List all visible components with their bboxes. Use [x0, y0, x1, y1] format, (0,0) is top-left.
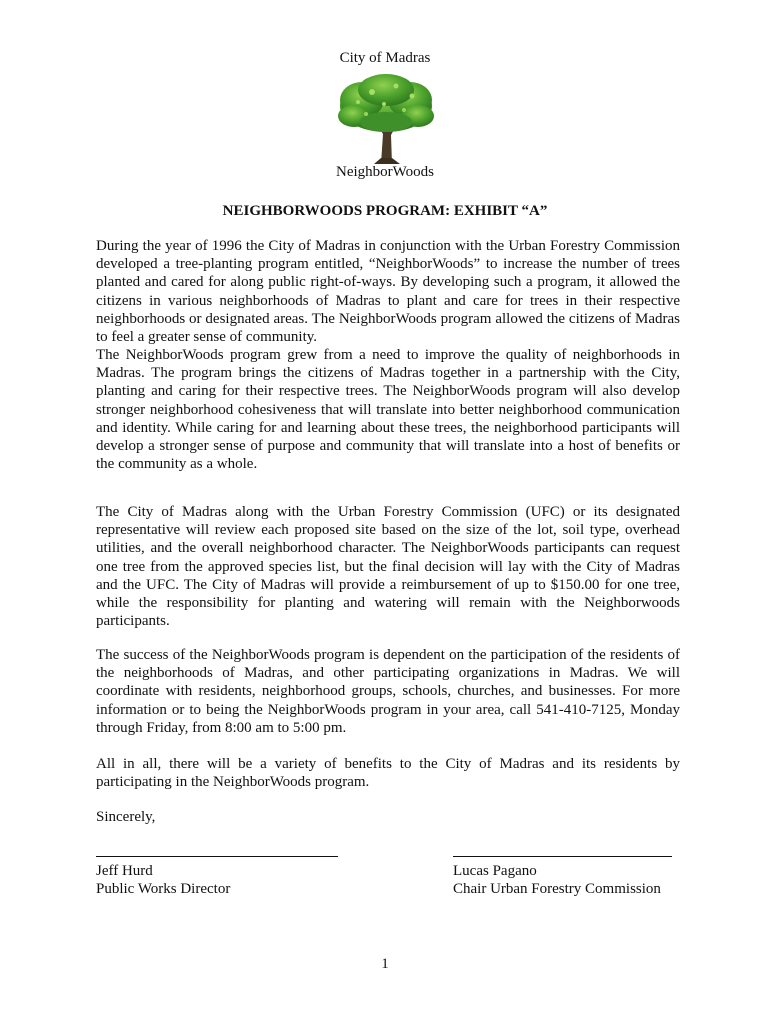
signature-line-left — [96, 856, 338, 857]
page-number: 1 — [381, 956, 389, 972]
signature-line-right — [453, 856, 672, 857]
paragraph-purpose: The NeighborWoods program grew from a need to improve the quality of neighborhoods in Madras. The program brings the citizens of Madras together in a partnership with the City, planting and caring for their respective trees. The NeighborWoods program will also develop stronger neighborhood cohesiveness that will translate into better neighborhood communication and identity. While caring for and learning about these trees, the neighborhood participants will develop a stronger sense of purpose and community that will translate into a host of benefits or the community as a whole. — [96, 347, 680, 473]
document-title: NEIGHBORWOODS PROGRAM: EXHIBIT “A” — [222, 203, 548, 219]
closing: Sincerely, — [96, 809, 156, 825]
signatory-title: Public Works Director — [96, 881, 231, 898]
paragraph-participation: The success of the NeighborWoods program is dependent on the participation of the residents of the neighborhoods of Madras, and other participating organizations in Madras. We will coordinate with residents, neighborhood groups, schools, churches, and businesses. For more information or to being the NeighborWoods program in your area, call 541-410-7125, Monday through Friday, from 8:00 am to 5:00 pm. — [96, 647, 680, 736]
tree-icon — [334, 72, 438, 164]
organization-name: City of Madras — [339, 50, 431, 66]
paragraph-benefits: All in all, there will be a variety of benefits to the City of Madras and its residents by participating in the NeighborWoods program. — [96, 756, 680, 791]
signatory-name: Jeff Hurd — [96, 863, 153, 879]
signatory-left — [96, 862, 230, 898]
signatory-right — [453, 862, 661, 898]
signatory-title: Chair Urban Forestry Commission — [453, 881, 661, 898]
signatory-name: Lucas Pagano — [453, 863, 537, 879]
paragraph-review-process: The City of Madras along with the Urban Forestry Commission (UFC) or its designated representative will review each proposed site based on the size of the lot, soil type, overhead utilities, and the overall neighborhood character. The NeighborWoods participants can request one tree from the approved species list, but the final decision will lay with the City of Madras and the UFC. The City of Madras will provide a reimbursement of up to $150.00 for one tree, while the responsibility for planting and watering will remain with the Neighborwoods participants. — [96, 504, 680, 630]
logo-text: NeighborWoods — [336, 164, 434, 180]
paragraph-history: During the year of 1996 the City of Madras in conjunction with the Urban Forestry Commission developed a tree-planting program entitled, “NeighborWoods” to increase the number of trees planted and cared for along public right-of-ways. By developing such a program, it allowed the citizens in various neighborhoods of Madras to plant and care for trees in their respective neighborhoods or designated areas. The NeighborWoods program allowed the citizens of Madras to feel a greater sense of community. — [96, 238, 680, 346]
